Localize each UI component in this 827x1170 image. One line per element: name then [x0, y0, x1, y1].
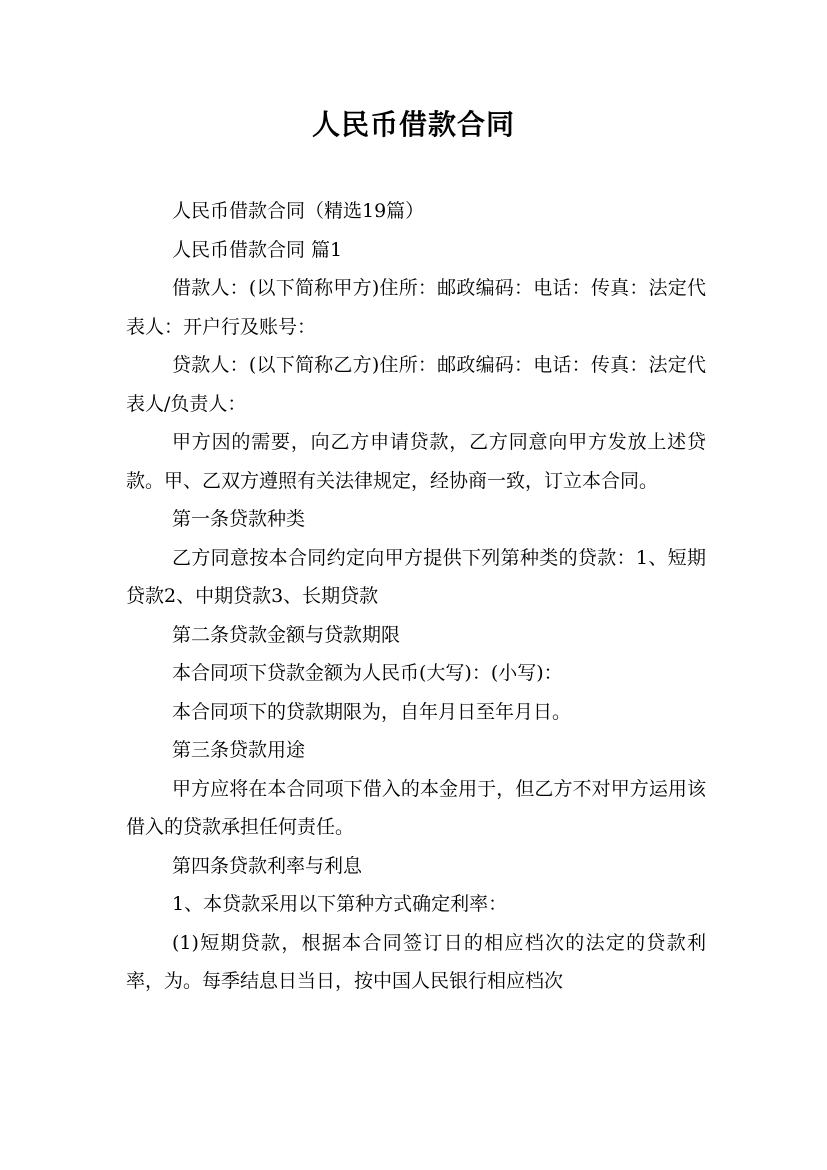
paragraph-article-3-body: 甲方应将在本合同项下借入的本金用于，但乙方不对甲方运用该借入的贷款承担任何责任。	[126, 777, 706, 838]
paragraph-article-4-title: 第四条贷款利率与利息	[172, 854, 363, 877]
paragraph-article-1-title: 第一条贷款种类	[172, 508, 306, 530]
paragraph-heading: 人民币借款合同（精选19篇）	[172, 200, 425, 222]
paragraph-intro: 甲方因的需要，向乙方申请贷款，乙方同意向甲方发放上述贷款。甲、乙双方遵照有关法律规定，经协商一致，订立本合同。	[126, 431, 706, 492]
paragraph-article-2-term: 本合同项下的贷款期限为，自年月日至年月日。	[172, 700, 572, 723]
paragraph-article-2-amount: 本合同项下贷款金额为人民币(大写)：(小写)：	[172, 662, 563, 684]
paragraph-section-title: 人民币借款合同 篇1	[172, 238, 343, 261]
paragraph-lender: 贷款人：(以下简称乙方)住所：邮政编码：电话：传真：法定代表人/负责人：	[126, 354, 706, 415]
paragraph-article-3-title: 第三条贷款用途	[172, 739, 306, 761]
document-body	[126, 192, 706, 1001]
paragraph-article-1-body: 乙方同意按本合同约定向甲方提供下列第种类的贷款：1、短期贷款2、中期贷款3、长期贷款	[126, 546, 706, 607]
paragraph-borrower: 借款人：(以下简称甲方)住所：邮政编码：电话：传真：法定代表人：开户行及账号：	[126, 277, 706, 338]
paragraph-article-2-title: 第二条贷款金额与贷款期限	[172, 623, 401, 646]
paragraph-article-4-item-1-short-term: (1)短期贷款，根据本合同签订日的相应档次的法定的贷款利率，为。每季结息日当日，按中国人民银行相应档次	[126, 931, 706, 992]
paragraph-article-4-item-1: 1、本贷款采用以下第种方式确定利率：	[172, 893, 508, 915]
document-title: 人民币借款合同	[311, 108, 515, 141]
